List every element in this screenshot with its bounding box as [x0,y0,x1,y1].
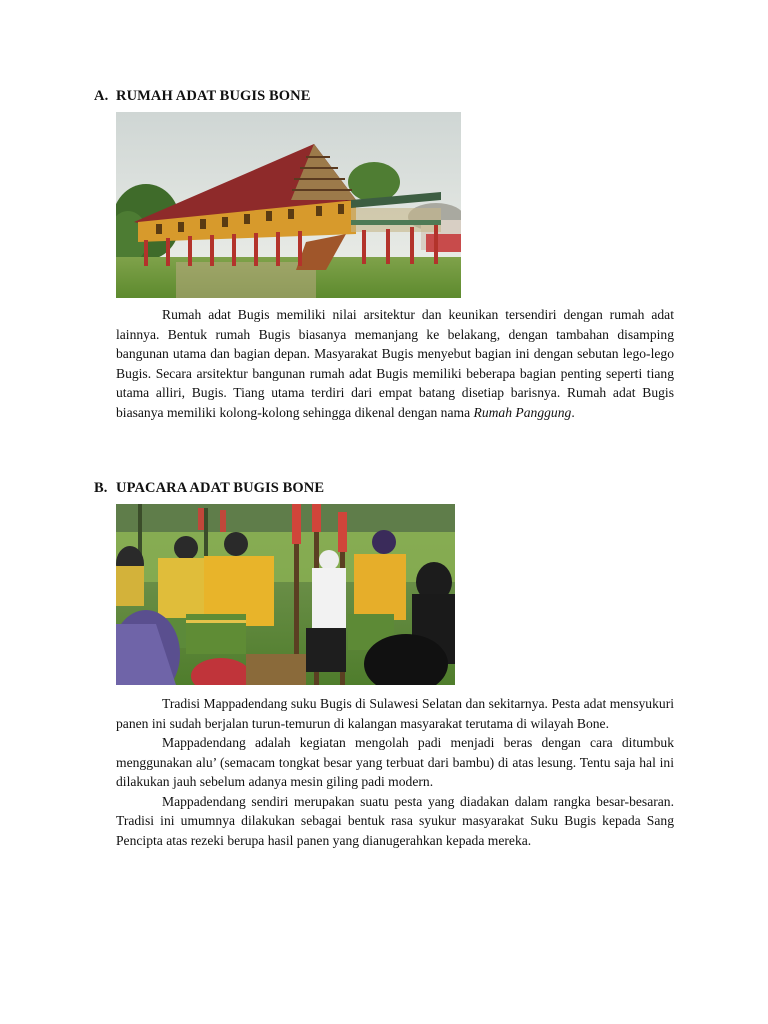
section-a-paragraph-emphasis: Rumah Panggung [473,404,572,420]
section-a-heading [94,88,311,105]
section-a-paragraph-text: Rumah adat Bugis memiliki nilai arsitektur dan keunikan tersendiri dengan rumah adat lainnya. Bentuk rumah Bugis biasanya memanjang ke belakang, dengan tambahan disamping bangunan utama dan bagian depan. Masyarakat Bugis menyebut bagian ini dengan sebutan lego-lego Bugis. Secara arsitektur bangunan rumah adat Bugis memiliki beberapa bagian penting seperti tiang utama alliri, Bugis. Tiang utama terdiri dari empat batang disetiap barisnya. Rumah adat Bugis biasanya memiliki kolong-kolong sehingga dikenal dengan nama [116,307,674,420]
section-b-heading [94,480,324,497]
bugis-house-photo [116,112,461,298]
section-b-paragraph-2: Mappadendang adalah kegiatan mengolah padi menjadi beras dengan cara ditumbuk menggunakan alu’ (semacam tongkat besar yang terbuat dari bambu) di atas lesung. Tentu saja hal ini dilakukan jauh sebelum adanya mesin giling padi modern. [116,735,674,789]
section-a-paragraph-block [116,305,674,422]
section-a-number: A. [94,88,109,104]
mappadendang-ceremony-photo [116,504,455,685]
section-b-number: B. [94,480,108,496]
section-b-title: UPACARA ADAT BUGIS BONE [116,480,325,496]
section-a-paragraph-end: . [571,404,575,420]
section-b-paragraph-3: Mappadendang sendiri merupakan suatu pesta yang diadakan dalam rangka besar-besaran. Tradisi ini umumnya dilakukan sebagai bentuk rasa syukur masyarakat Suku Bugis kepada Sang Pencipta atas rezeki berupa hasil panen yang dianugerahkan kepada mereka. [116,793,674,848]
section-b-paragraph-block [116,694,674,850]
section-a-paragraph [116,305,674,422]
section-b-paragraph-1: Tradisi Mappadendang suku Bugis di Sulawesi Selatan dan sekitarnya. Pesta adat mensyukuri panen ini sudah berjalan turun-temurun di kalangan masyarakat terutama di wilayah Bone. [116,696,674,731]
section-a-title: RUMAH ADAT BUGIS BONE [116,88,311,104]
